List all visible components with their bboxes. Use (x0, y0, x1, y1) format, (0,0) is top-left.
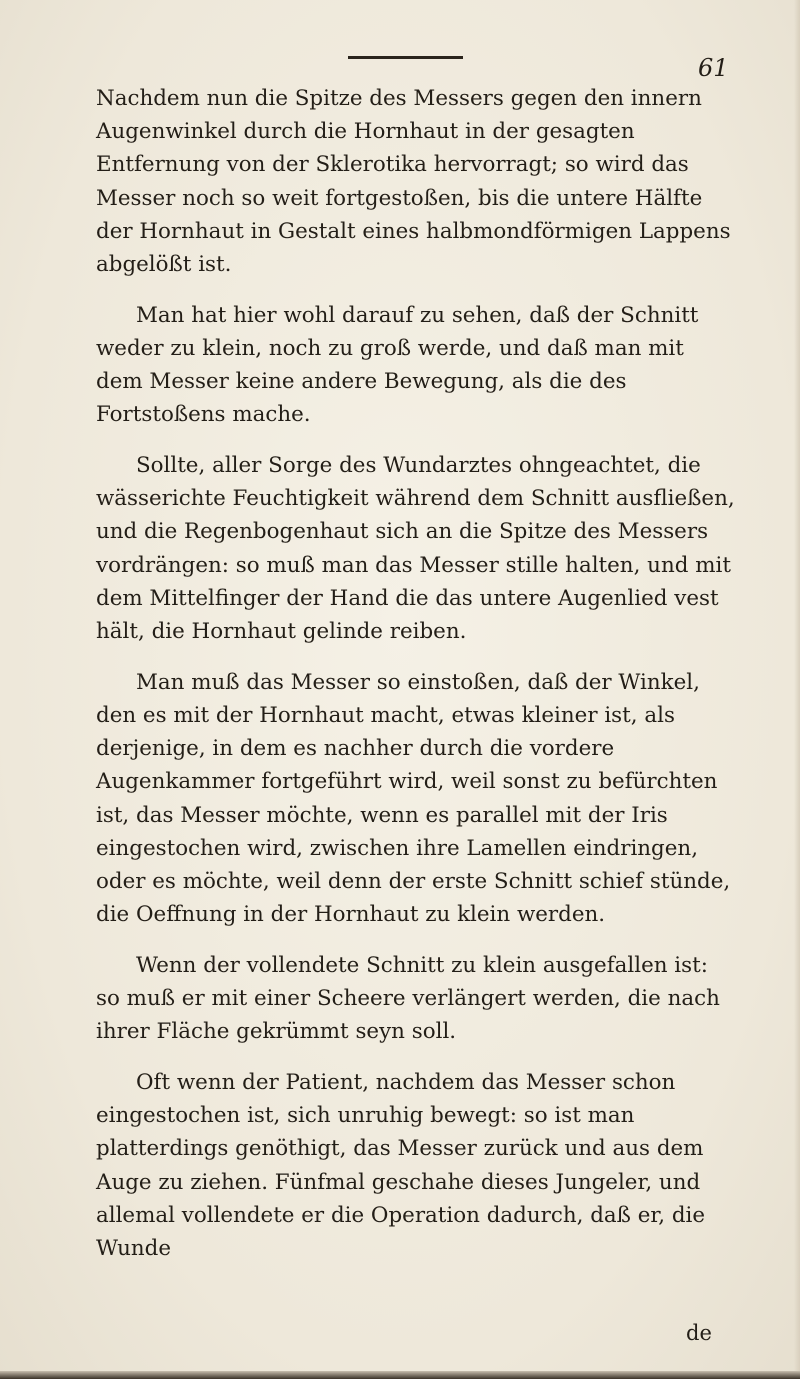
paragraph-5: Wenn der vollendete Schnitt zu klein ausgefallen ist: so muß er mit einer Scheere verlängert werden, die nach ihrer Fläche gekrümmt seyn soll. (96, 952, 720, 1045)
page-edge (794, 0, 800, 1379)
header-rule (348, 56, 463, 59)
paragraph-3: Sollte, aller Sorge des Wundarztes ohngeachtet, die wässerichte Feuchtigkeit während dem Schnitt ausfließen, und die Regenbogenhaut sich an die Spitze des Messers vordrängen: so muß man das Messer stille halten, und mit dem Mittelfinger der Hand die das untere Augenlied vest hält, die Hornhaut gelinde reiben. (96, 453, 735, 645)
catchword: de (686, 1321, 712, 1345)
bottom-edge (0, 1371, 800, 1379)
paragraph-2: Man hat hier wohl darauf zu sehen, daß der Schnitt weder zu klein, noch zu groß werde, und daß man mit dem Messer keine andere Bewegung, als die des Fortstoßens mache. (96, 302, 699, 428)
paragraph-1: Nachdem nun die Spitze des Messers gegen den innern Augenwinkel durch die Hornhaut in der gesagten Entfernung von der Sklerotika hervorragt; so wird das Messer noch so weit fortgestoßen, bis die untere Hälfte der Hornhaut in Gestalt eines halbmondförmigen Lappens abgelößt ist. (96, 86, 731, 278)
paragraph-4: Man muß das Messer so einstoßen, daß der Winkel, den es mit der Hornhaut macht, etwas kleiner ist, als derjenige, in dem es nachher durch die vordere Augenkammer fortgeführt wird, weil sonst zu befürchten ist, das Messer möchte, wenn es parallel mit der Iris eingestochen wird, zwischen ihre Lamellen eindringen, oder es möchte, weil denn der erste Schnitt schief stünde, die Oeffnung in der Hornhaut zu klein werden. (96, 669, 731, 928)
body-text (96, 82, 736, 1265)
paragraph-6: Oft wenn der Patient, nachdem das Messer schon eingestochen ist, sich unruhig bewegt: so ist man platterdings genöthigt, das Messer zurück und aus dem Auge zu ziehen. Fünfmal geschahe dieses Jungeler, und allemal vollendete er die Operation dadurch, daß er, die Wunde (96, 1069, 706, 1261)
page-number: 61 (698, 54, 729, 82)
